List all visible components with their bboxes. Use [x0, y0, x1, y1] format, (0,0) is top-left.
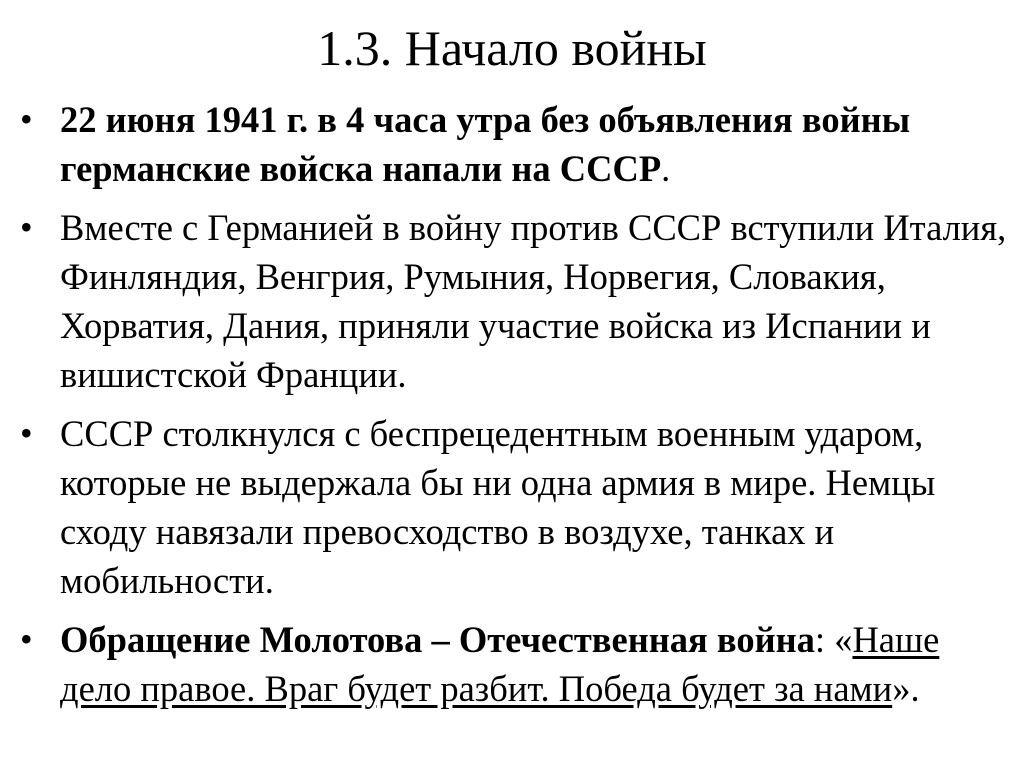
quote-open-mark: « [834, 619, 853, 660]
bullet-item-1 [20, 95, 1010, 193]
bullet-item-3 [20, 409, 1010, 605]
bullet-dot-icon: • [20, 413, 33, 453]
bullet-dot-icon: • [20, 99, 33, 139]
bullet-dot-icon: • [20, 207, 33, 247]
bullet-1-bold-text: 22 июня 1941 г. в 4 часа утра без объявления войны германские войска напали на СССР [60, 99, 911, 189]
bullet-1-tail: . [661, 148, 671, 189]
bullet-4-colon: : [814, 619, 826, 660]
quote-close-mark: ». [892, 668, 920, 709]
bullet-item-2 [20, 203, 1010, 399]
bullet-list [20, 95, 1010, 723]
bullet-dot-icon: • [20, 619, 33, 659]
bullet-item-4 [20, 615, 1010, 713]
bullet-4-bold-text: Обращение Молотова – Отечественная война [60, 619, 815, 660]
bullet-2-text: Вместе с Германией в войну против СССР вступили Италия, Финляндия, Венгрия, Румыния, Норвегия, Словакия, Хорватия, Дания, приняли участие войска из Испании и вишистской Франции. [60, 207, 1007, 395]
slide-title: 1.3. Начало войны [317, 20, 707, 76]
bullet-3-text: СССР столкнулся с беспрецедентным военным ударом, которые не выдержала бы ни одна армия в мире. Немцы сходу навязали превосходство в воздухе, танках и мобильности. [60, 413, 936, 601]
molotov-quote: Наше дело правое. Враг будет разбит. Победа будет за нами [60, 619, 940, 709]
